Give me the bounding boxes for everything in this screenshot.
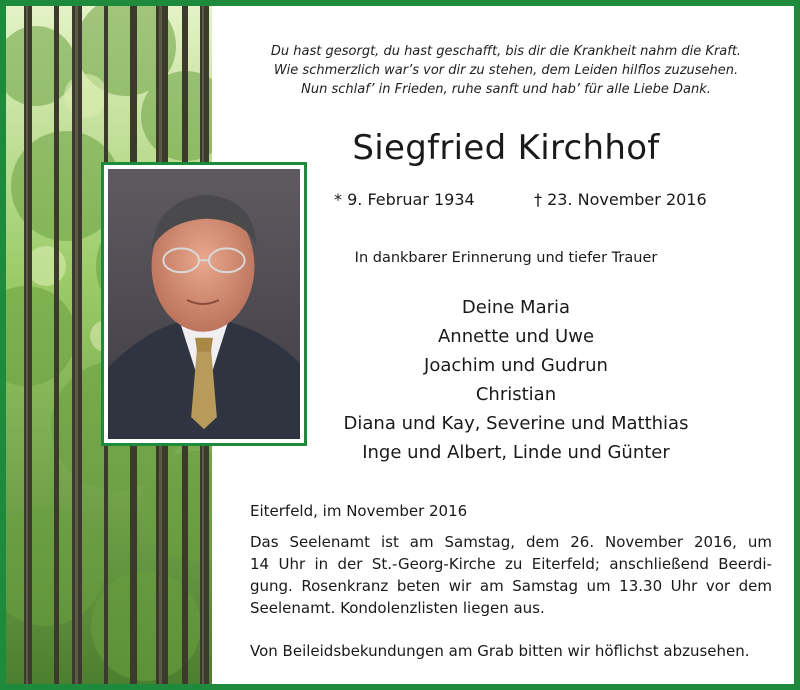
family-member: Annette und Uwe: [437, 326, 595, 347]
family-member: Christian: [475, 384, 557, 405]
family-member: Diana und Kay, Severine und Matthias: [343, 413, 689, 434]
portrait-frame: [101, 162, 307, 446]
remembrance-line: In dankbarer Erinnerung und tiefer Trauer: [354, 250, 658, 266]
deceased-name: Siegfried Kirchhof: [352, 128, 660, 168]
service-info: [250, 531, 772, 619]
quote-line: Wie schmerzlich war’s vor dir zu stehen, dem Leiden hilflos zuzusehen.: [273, 63, 739, 78]
death-date: † 23. November 2016: [534, 190, 707, 209]
family-member: Inge und Albert, Linde und Günter: [362, 442, 670, 463]
quote-line: Du hast gesorgt, du hast geschafft, bis dir die Krankheit nahm die Kraft.: [270, 44, 742, 59]
birth-date: * 9. Februar 1934: [334, 190, 475, 209]
family-list: [306, 293, 726, 467]
quote-line: Nun schlaf’ in Frieden, ruhe sanft und hab’ für alle Liebe Dank.: [301, 82, 711, 97]
portrait-photo: [108, 169, 300, 439]
service-line: Seelenamt. Kondolenzlisten liegen aus.: [250, 599, 545, 617]
closing-note: Von Beileidsbekundungen am Grab bitten wir höflichst abzusehen.: [250, 642, 750, 660]
service-line: 14 Uhr in der St.-Georg-Kirche zu Eiterfeld; anschließend Beerdi-: [250, 555, 772, 573]
place-date: Eiterfeld, im November 2016: [250, 502, 468, 520]
service-line: Das Seelenamt ist am Samstag, dem 26. November 2016, um: [250, 533, 772, 551]
family-member: Joachim und Gudrun: [424, 355, 608, 376]
service-line: gung. Rosenkranz beten wir am Samstag um 13.30 Uhr vor dem: [250, 577, 772, 595]
family-member: Deine Maria: [461, 297, 571, 318]
memorial-quote: [246, 42, 766, 99]
